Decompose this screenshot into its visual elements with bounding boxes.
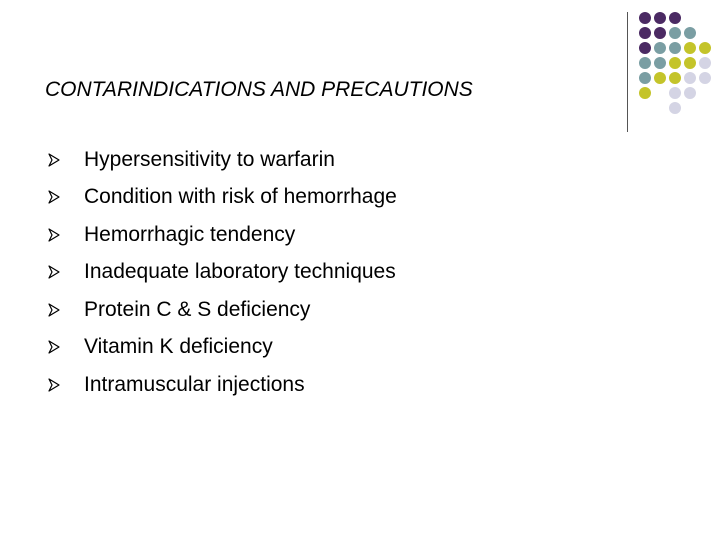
decorative-dot xyxy=(699,57,711,69)
bullet-item xyxy=(48,291,397,329)
arrowhead-bullet-icon xyxy=(48,190,60,204)
bullet-item xyxy=(48,179,397,217)
decorative-dot xyxy=(639,42,651,54)
bullet-item xyxy=(48,254,397,292)
bullet-text: Protein C & S deficiency xyxy=(84,297,311,321)
arrowhead-bullet-icon xyxy=(48,303,60,317)
arrowhead-bullet-icon xyxy=(48,228,60,242)
decorative-dot xyxy=(684,42,696,54)
decorative-dot xyxy=(654,42,666,54)
decorative-dot xyxy=(699,72,711,84)
decorative-dot xyxy=(684,27,696,39)
decorative-dot xyxy=(669,57,681,69)
decorative-dot xyxy=(654,72,666,84)
bullet-item xyxy=(48,329,397,367)
decorative-dot xyxy=(639,72,651,84)
decorative-dot xyxy=(654,27,666,39)
decorative-dot xyxy=(684,87,696,99)
decorative-dot xyxy=(669,42,681,54)
decorative-dot-grid xyxy=(0,0,720,160)
decorative-dot xyxy=(669,72,681,84)
decorative-dot xyxy=(684,72,696,84)
decorative-dot xyxy=(699,42,711,54)
bullet-text: Intramuscular injections xyxy=(84,372,305,396)
bullet-item xyxy=(48,366,397,404)
arrowhead-bullet-icon xyxy=(48,265,60,279)
decorative-dot xyxy=(639,87,651,99)
decorative-dot xyxy=(669,87,681,99)
decorative-dot xyxy=(669,102,681,114)
arrowhead-bullet-icon xyxy=(48,340,60,354)
bullet-text: Inadequate laboratory techniques xyxy=(84,260,396,284)
decorative-dot xyxy=(669,12,681,24)
decorative-dot xyxy=(669,27,681,39)
decorative-dot xyxy=(639,57,651,69)
decorative-dot xyxy=(684,57,696,69)
bullet-text: Vitamin K deficiency xyxy=(84,335,273,359)
bullet-item xyxy=(48,216,397,254)
bullet-text: Hypersensitivity to warfarin xyxy=(84,147,335,171)
slide-title: CONTARINDICATIONS AND PRECAUTIONS xyxy=(45,78,473,101)
bullet-text: Hemorrhagic tendency xyxy=(84,222,296,246)
bullet-text: Condition with risk of hemorrhage xyxy=(84,185,397,209)
decorative-dot xyxy=(654,57,666,69)
arrowhead-bullet-icon xyxy=(48,378,60,392)
decorative-dot xyxy=(654,12,666,24)
decorative-dot xyxy=(639,27,651,39)
decorative-dot xyxy=(639,12,651,24)
bullet-list xyxy=(48,141,397,404)
